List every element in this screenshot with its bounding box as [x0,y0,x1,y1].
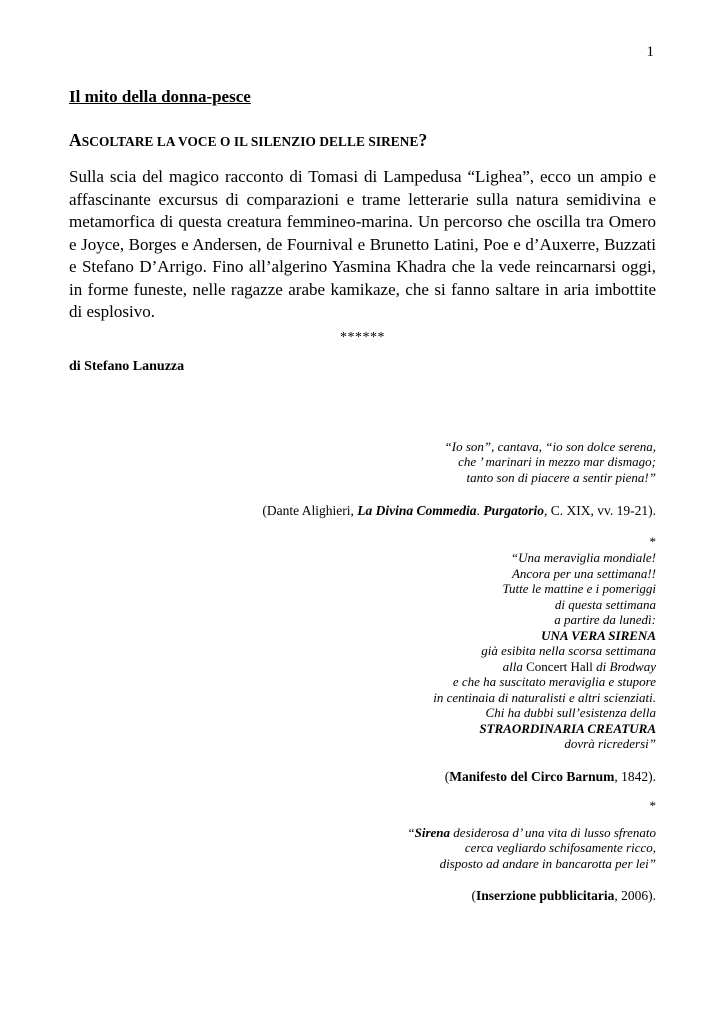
citation-prefix: (Dante Alighieri, [262,503,358,518]
citation-work: La Divina Commedia [357,503,477,518]
quote-line: di questa settimana [554,596,656,612]
quote-line [69,825,656,841]
subtitle-initial: A [69,130,82,150]
quote-line-emphasis: STRAORDINARIA CREATURA [479,720,656,736]
quote-fragment: desiderosa d’ una vita di lusso sfrenato [450,824,656,840]
subtitle-small-caps: SCOLTARE LA VOCE O IL SILENZIO DELLE SIRENE [81,134,419,149]
quote-fragment-upright: Concert Hall [526,658,593,674]
citation-prefix: ( [471,888,476,903]
quote-fragment-bold: Sirena [414,824,451,840]
quote-line: “Io son”, cantava, “io son dolce serena, [444,438,656,454]
quote-fragment: “ [407,824,415,840]
quote-line-emphasis: UNA VERA SIRENA [541,627,656,643]
section-separator: ****** [340,329,385,345]
quote-line: in centinaia di naturalisti e altri scienziati. [433,689,656,705]
document-title: Il mito della donna-pesce [69,87,251,106]
subtitle [69,128,656,154]
quote-line: Chi ha dubbi sull’esistenza della [485,705,656,720]
citation-part: Purgatorio [483,503,544,518]
quote-line [69,659,656,675]
citation-dante [69,502,656,520]
intro-paragraph: Sulla scia del magico racconto di Tomasi di Lampedusa “Lighea”, ecco un ampio e affascinante excursus di comparazioni e trame letterarie sulla natura semidivina e metamorfica di questa creatura femmineo-marina. Un percorso che oscilla tra Omero e Joyce, Borges e Andersen, de Fournival e Brunetto Latini, Poe e d’Auxerre, Buzzati e Stefano D’Arrigo. Fino all’algerino Yasmina Khadra che la vede reincarnarsi oggi, in forme funeste, nelle ragazze arabe kamikaze, che si fanno saltare in aria imbottite di esplosivo. [69,167,656,321]
quote-line: a partire da lunedì: [554,612,656,627]
quote-line: cerca vegliardo schifosamente ricco, [464,840,656,855]
quote-line: Tutte le mattine e i pomeriggi [502,581,656,596]
citation-source: Inserzione pubblicitaria [475,888,615,903]
citation-suffix: , C. XIX, vv. 19-21). [544,503,656,518]
quote-line: tanto son di piacere a sentir piena!” [466,469,656,485]
separator-star: * [649,534,656,549]
citation-prefix: ( [444,768,450,784]
citation-suffix: , 1842). [614,768,656,784]
quote-line: già esibita nella scorsa settimana [481,643,656,658]
citation-advertisement [69,887,656,905]
quote-fragment: alla [502,658,527,674]
quote-line: dovrà ricredersi” [564,736,656,751]
subtitle-question-mark: ? [418,130,428,150]
quote-line: e che ha suscitato meraviglia e stupore [452,674,656,689]
quote-fragment: di Brodway [592,658,656,674]
page-number: 1 [646,44,654,60]
citation-dot: . [476,503,484,518]
citation-suffix: , 2006). [614,888,656,903]
quote-line: Ancora per una settimana!! [511,565,656,581]
citation-source: Manifesto del Circo Barnum [449,768,615,784]
citation-barnum [69,768,656,786]
author-byline: di Stefano Lanuzza [69,358,185,374]
separator-star: * [649,797,656,813]
quote-line: che ’ marinari in mezzo mar dismago; [458,454,656,469]
quote-line: disposto ad andare in bancarotta per lei” [439,855,656,871]
epigraph-dante [69,439,656,486]
quote-line: “Una meraviglia mondiale! [510,550,656,565]
document-body [69,86,656,905]
epigraph-advertisement [69,825,656,872]
epigraph-barnum [69,550,656,752]
